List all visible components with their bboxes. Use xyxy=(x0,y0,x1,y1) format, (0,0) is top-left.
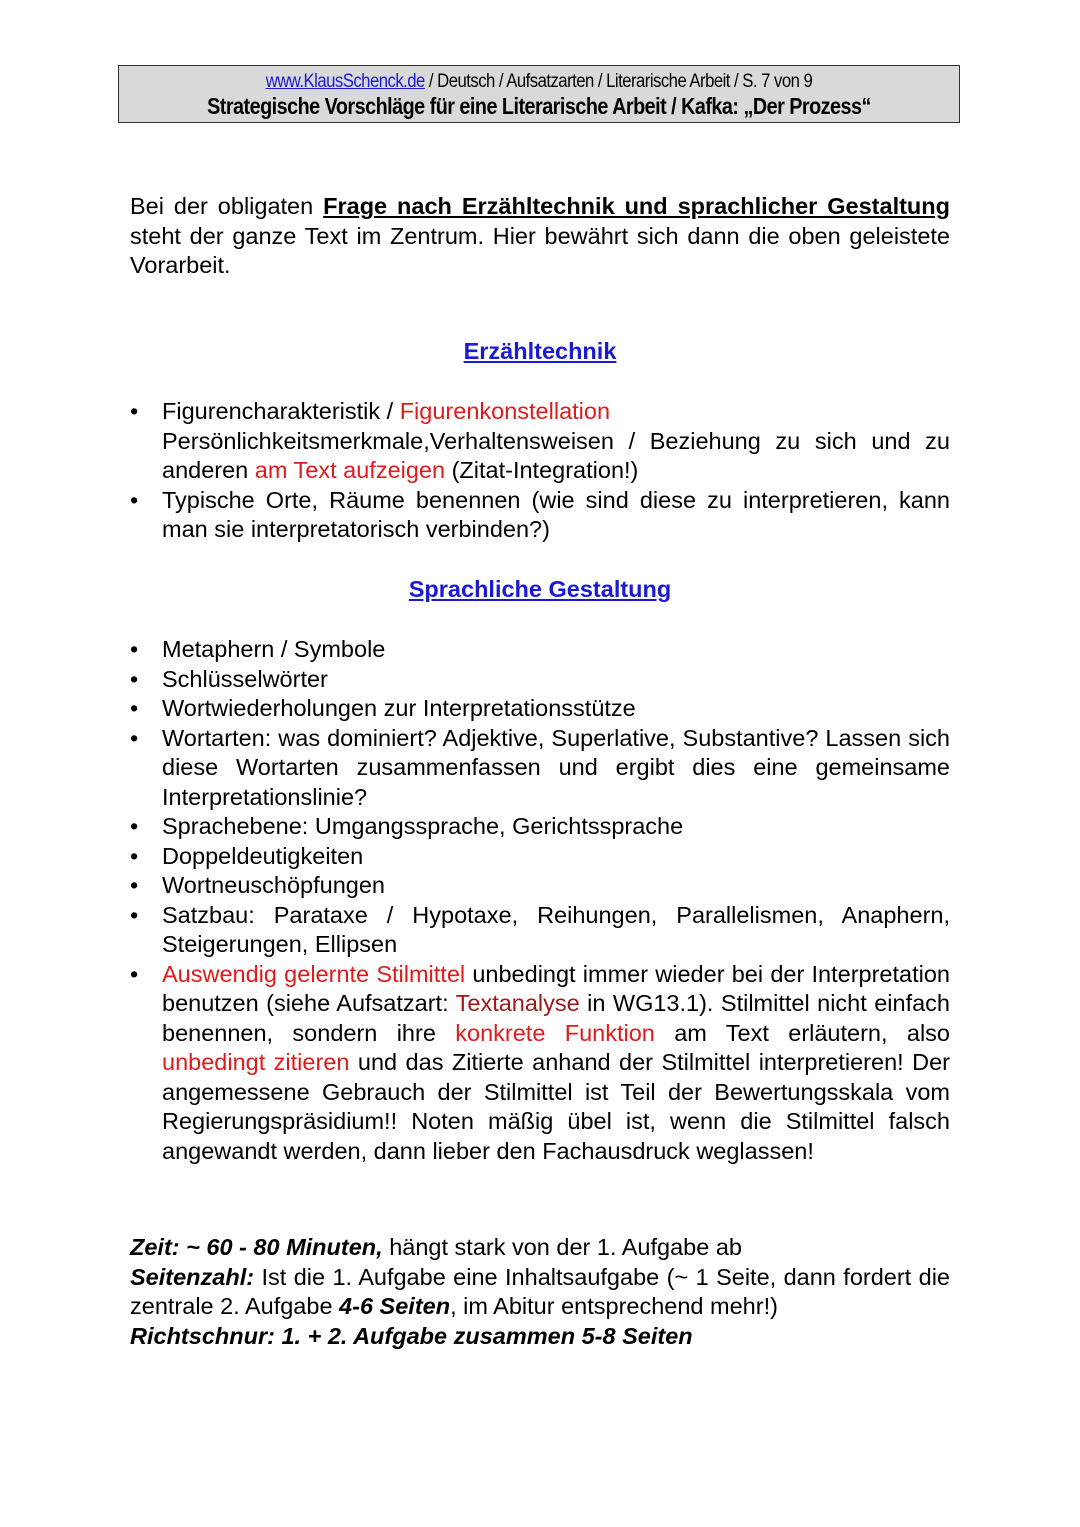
list-item: • Satzbau: Parataxe / Hypotaxe, Reihungen, Parallelismen, Anaphern, Steigerungen, Ellipsen xyxy=(130,901,950,960)
pages-text-end: , im Abitur entsprechend mehr!) xyxy=(450,1293,778,1319)
erzaehltechnik-list xyxy=(130,397,950,545)
highlight-text: unbedingt zitieren xyxy=(162,1049,350,1075)
item-text: in WG13.1). Stilmittel nicht einfach benennen, sondern ihre xyxy=(162,990,950,1046)
time-text: hängt stark von der 1. Aufgabe ab xyxy=(382,1234,742,1260)
list-item xyxy=(130,960,950,1167)
breadcrumb xyxy=(169,71,908,93)
pages-label: Seitenzahl: xyxy=(130,1263,255,1290)
highlight-text: Textanalyse xyxy=(455,990,580,1016)
highlight-text: Figurenkonstellation xyxy=(399,398,611,424)
list-item: • Sprachebene: Umgangssprache, Gerichtssprache xyxy=(130,812,950,842)
pages-text: Ist die 1. Aufgabe eine Inhaltsaufgabe (~ 1 Seite, dann fordert die zentrale 2. Aufgabe xyxy=(130,1263,950,1319)
item-text: und das Zitierte anhand der Stilmittel interpretieren! Der angemessene Gebrauch der Stilmittel ist Teil der Bewertungsskala vom Regierungspräsidium!! Noten mäßig übel ist, wenn die Stilmittel falsch angewandt werden, dann lieber den Fachausdruck weglassen! xyxy=(162,1049,950,1164)
list-item: • Wortarten: was dominiert? Adjektive, Superlative, Substantive? Lassen sich diese Wortarten zusammenfassen und ergibt dies eine gemeinsame Interpretationslinie? xyxy=(130,724,950,813)
item-text: (Zitat-Integration!) xyxy=(445,457,639,483)
pages-count: 4-6 Seiten xyxy=(339,1293,451,1319)
list-item: • Doppeldeutigkeiten xyxy=(130,842,950,872)
item-text: am Text erläutern, also xyxy=(654,1019,950,1046)
page-header xyxy=(118,65,960,123)
intro-text-end: steht der ganze Text im Zentrum. Hier bewährt sich dann die oben geleistete Vorarbeit. xyxy=(130,222,950,278)
item-text: Figurencharakteristik / xyxy=(162,398,400,424)
list-item: • Wortwiederholungen zur Interpretationsstütze xyxy=(130,694,950,724)
site-link[interactable]: www.KlausSchenck.de xyxy=(265,71,425,92)
page-title: Strategische Vorschläge für eine Literarische Arbeit / Kafka: „Der Prozess“ xyxy=(207,93,871,119)
list-item xyxy=(130,397,950,486)
breadcrumb-path: / Deutsch / Aufsatzarten / Literarische Arbeit / S. 7 von 9 xyxy=(424,71,813,92)
item-text: Persönlichkeitsmerkmale,Verhaltensweisen / Beziehung zu sich und zu anderen xyxy=(162,427,950,483)
intro-text: Bei der obligaten xyxy=(130,193,324,219)
section-title-sprachliche-gestaltung: Sprachliche Gestaltung xyxy=(408,576,672,602)
highlight-text: konkrete Funktion xyxy=(455,1019,655,1046)
section-title-erzaehltechnik: Erzähltechnik xyxy=(463,338,617,364)
time-label: Zeit: ~ 60 - 80 Minuten, xyxy=(130,1234,383,1260)
summary-block xyxy=(130,1233,950,1351)
item-text: unbedingt immer wieder bei der Interpretation benutzen (siehe Aufsatzart: xyxy=(162,960,950,1016)
list-item: • Wortneuschöpfungen xyxy=(130,871,950,901)
list-item: • Schlüsselwörter xyxy=(130,665,950,695)
guideline-line: Richtschnur: 1. + 2. Aufgabe zusammen 5-8 Seiten xyxy=(130,1322,693,1349)
list-item: • Typische Orte, Räume benennen (wie sind diese zu interpretieren, kann man sie interpretatorisch verbinden?) xyxy=(130,486,950,545)
pages-line xyxy=(130,1263,950,1322)
intro-paragraph xyxy=(130,192,950,281)
highlight-text: am Text aufzeigen xyxy=(254,457,446,483)
highlight-text: Auswendig gelernte Stilmittel xyxy=(162,960,466,987)
sprachliche-gestaltung-list xyxy=(130,635,950,1166)
intro-emphasis: Frage nach Erzähltechnik und sprachlicher Gestaltung xyxy=(323,193,950,219)
time-line xyxy=(130,1233,950,1263)
list-item: • Metaphern / Symbole xyxy=(130,635,950,665)
